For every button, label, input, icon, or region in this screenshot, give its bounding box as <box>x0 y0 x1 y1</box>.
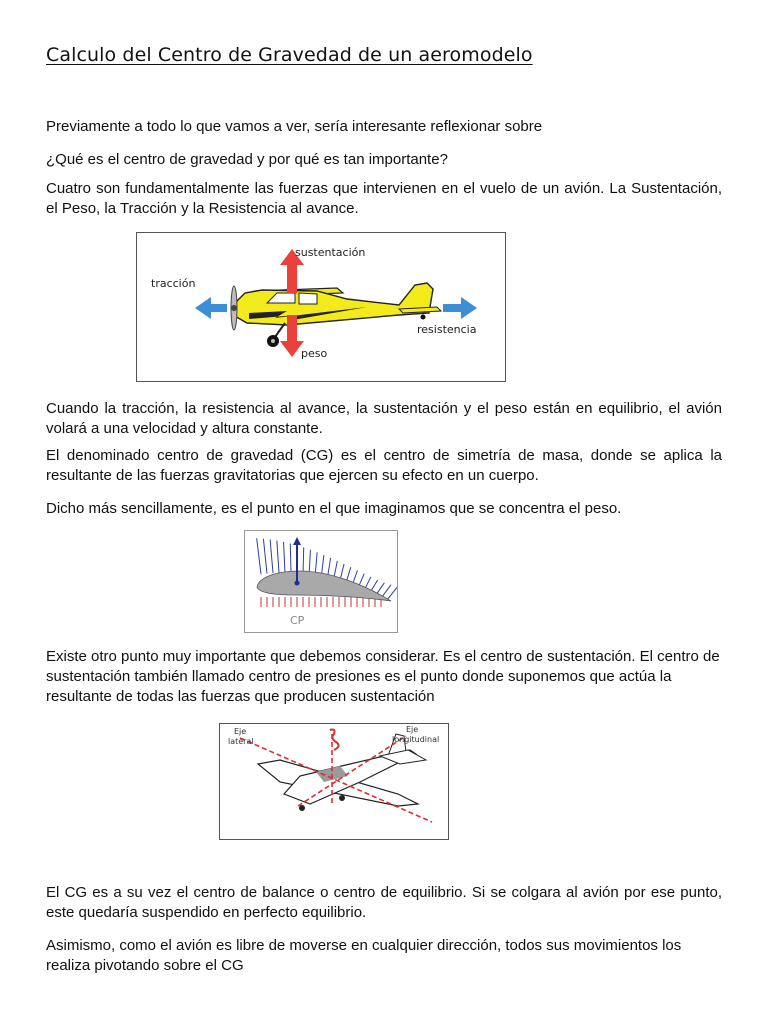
pressure-arrow-up <box>290 543 291 573</box>
airfoil-diagram <box>245 531 397 632</box>
pressure-arrow-up <box>284 542 285 573</box>
nose-wheel <box>299 805 305 811</box>
thrust-arrow-head <box>195 297 211 319</box>
paragraph-simple: Dicho más sencillamente, es el punto en el que imaginamos que se concentra el peso. <box>46 500 622 517</box>
document-title: Calculo del Centro de Gravedad de un aeromodelo <box>46 44 533 66</box>
label-longitudinal-2: longitudinal <box>392 735 440 744</box>
pressure-arrow-up <box>277 541 279 573</box>
weight-arrow-shaft <box>287 315 297 343</box>
label-lateral-1: Eje <box>234 727 247 736</box>
lift-arrow-shaft <box>287 263 297 293</box>
label-weight: peso <box>301 347 328 360</box>
thrust-arrow-shaft <box>209 304 227 312</box>
main-wheel <box>339 795 345 801</box>
axes-diagram <box>220 724 448 839</box>
label-drag: resistencia <box>417 323 477 336</box>
axes-figure <box>219 723 449 840</box>
paragraph-forces: Cuatro son fundamentalmente las fuerzas que intervienen en el vuelo de un avión. La Sustentación, el Peso, la Tracción y la Resistencia al avance. <box>46 180 722 217</box>
label-lift: sustentación <box>295 246 366 259</box>
forces-diagram <box>137 233 505 381</box>
pressure-arrow-up <box>263 539 267 574</box>
airfoil-shape <box>257 571 391 601</box>
pressure-arrow-up <box>270 540 273 574</box>
forces-figure <box>136 232 506 382</box>
window-rear <box>299 293 317 304</box>
paragraph-pressure-center: Existe otro punto muy importante que debemos considerar. Es el centro de sustentación. El centro de sustentación también llamado centro de presiones es el punto donde suponemos que actúa la resultante de todas las fuerzas que producen sustentación <box>46 648 720 705</box>
tail-wheel <box>421 315 426 320</box>
label-longitudinal-1: Eje <box>406 725 419 734</box>
lower-pressure-arrows <box>261 597 381 607</box>
label-lateral-2: lateral <box>228 737 254 746</box>
label-thrust: tracción <box>151 277 196 290</box>
resultant-lift-head <box>293 537 301 545</box>
paragraph-balance: El CG es a su vez el centro de balance o centro de equilibrio. Si se colgara al avión por ese punto, este quedaría suspendido en perfecto equilibrio. <box>46 884 722 921</box>
wheel-hub <box>271 339 275 343</box>
paragraph-intro: Previamente a todo lo que vamos a ver, sería interesante reflexionar sobre <box>46 118 543 135</box>
pressure-arrow-up <box>257 538 261 574</box>
drag-arrow-shaft <box>443 304 463 312</box>
drag-arrow-head <box>461 297 477 319</box>
paragraph-pivot: Asimismo, como el avión es libre de moverse en cualquier dirección, todos sus movimientos los realiza pivotando sobre el CG <box>46 937 682 974</box>
paragraph-equilibrium: Cuando la tracción, la resistencia al avance, la sustentación y el peso están en equilibrio, el avión volará a una velocidad y altura constante. <box>46 400 722 437</box>
label-cp: CP <box>290 614 305 627</box>
propeller-hub <box>231 305 237 311</box>
pressure-center-point <box>295 581 300 586</box>
paragraph-question: ¿Qué es el centro de gravedad y por qué es tan importante? <box>46 151 448 168</box>
paragraph-cg-definition: El denominado centro de gravedad (CG) es el centro de simetría de masa, donde se aplica la resultante de las fuerzas gravitatorias que ejercen su efecto en un cuerpo. <box>46 447 722 484</box>
airfoil-figure <box>244 530 398 633</box>
